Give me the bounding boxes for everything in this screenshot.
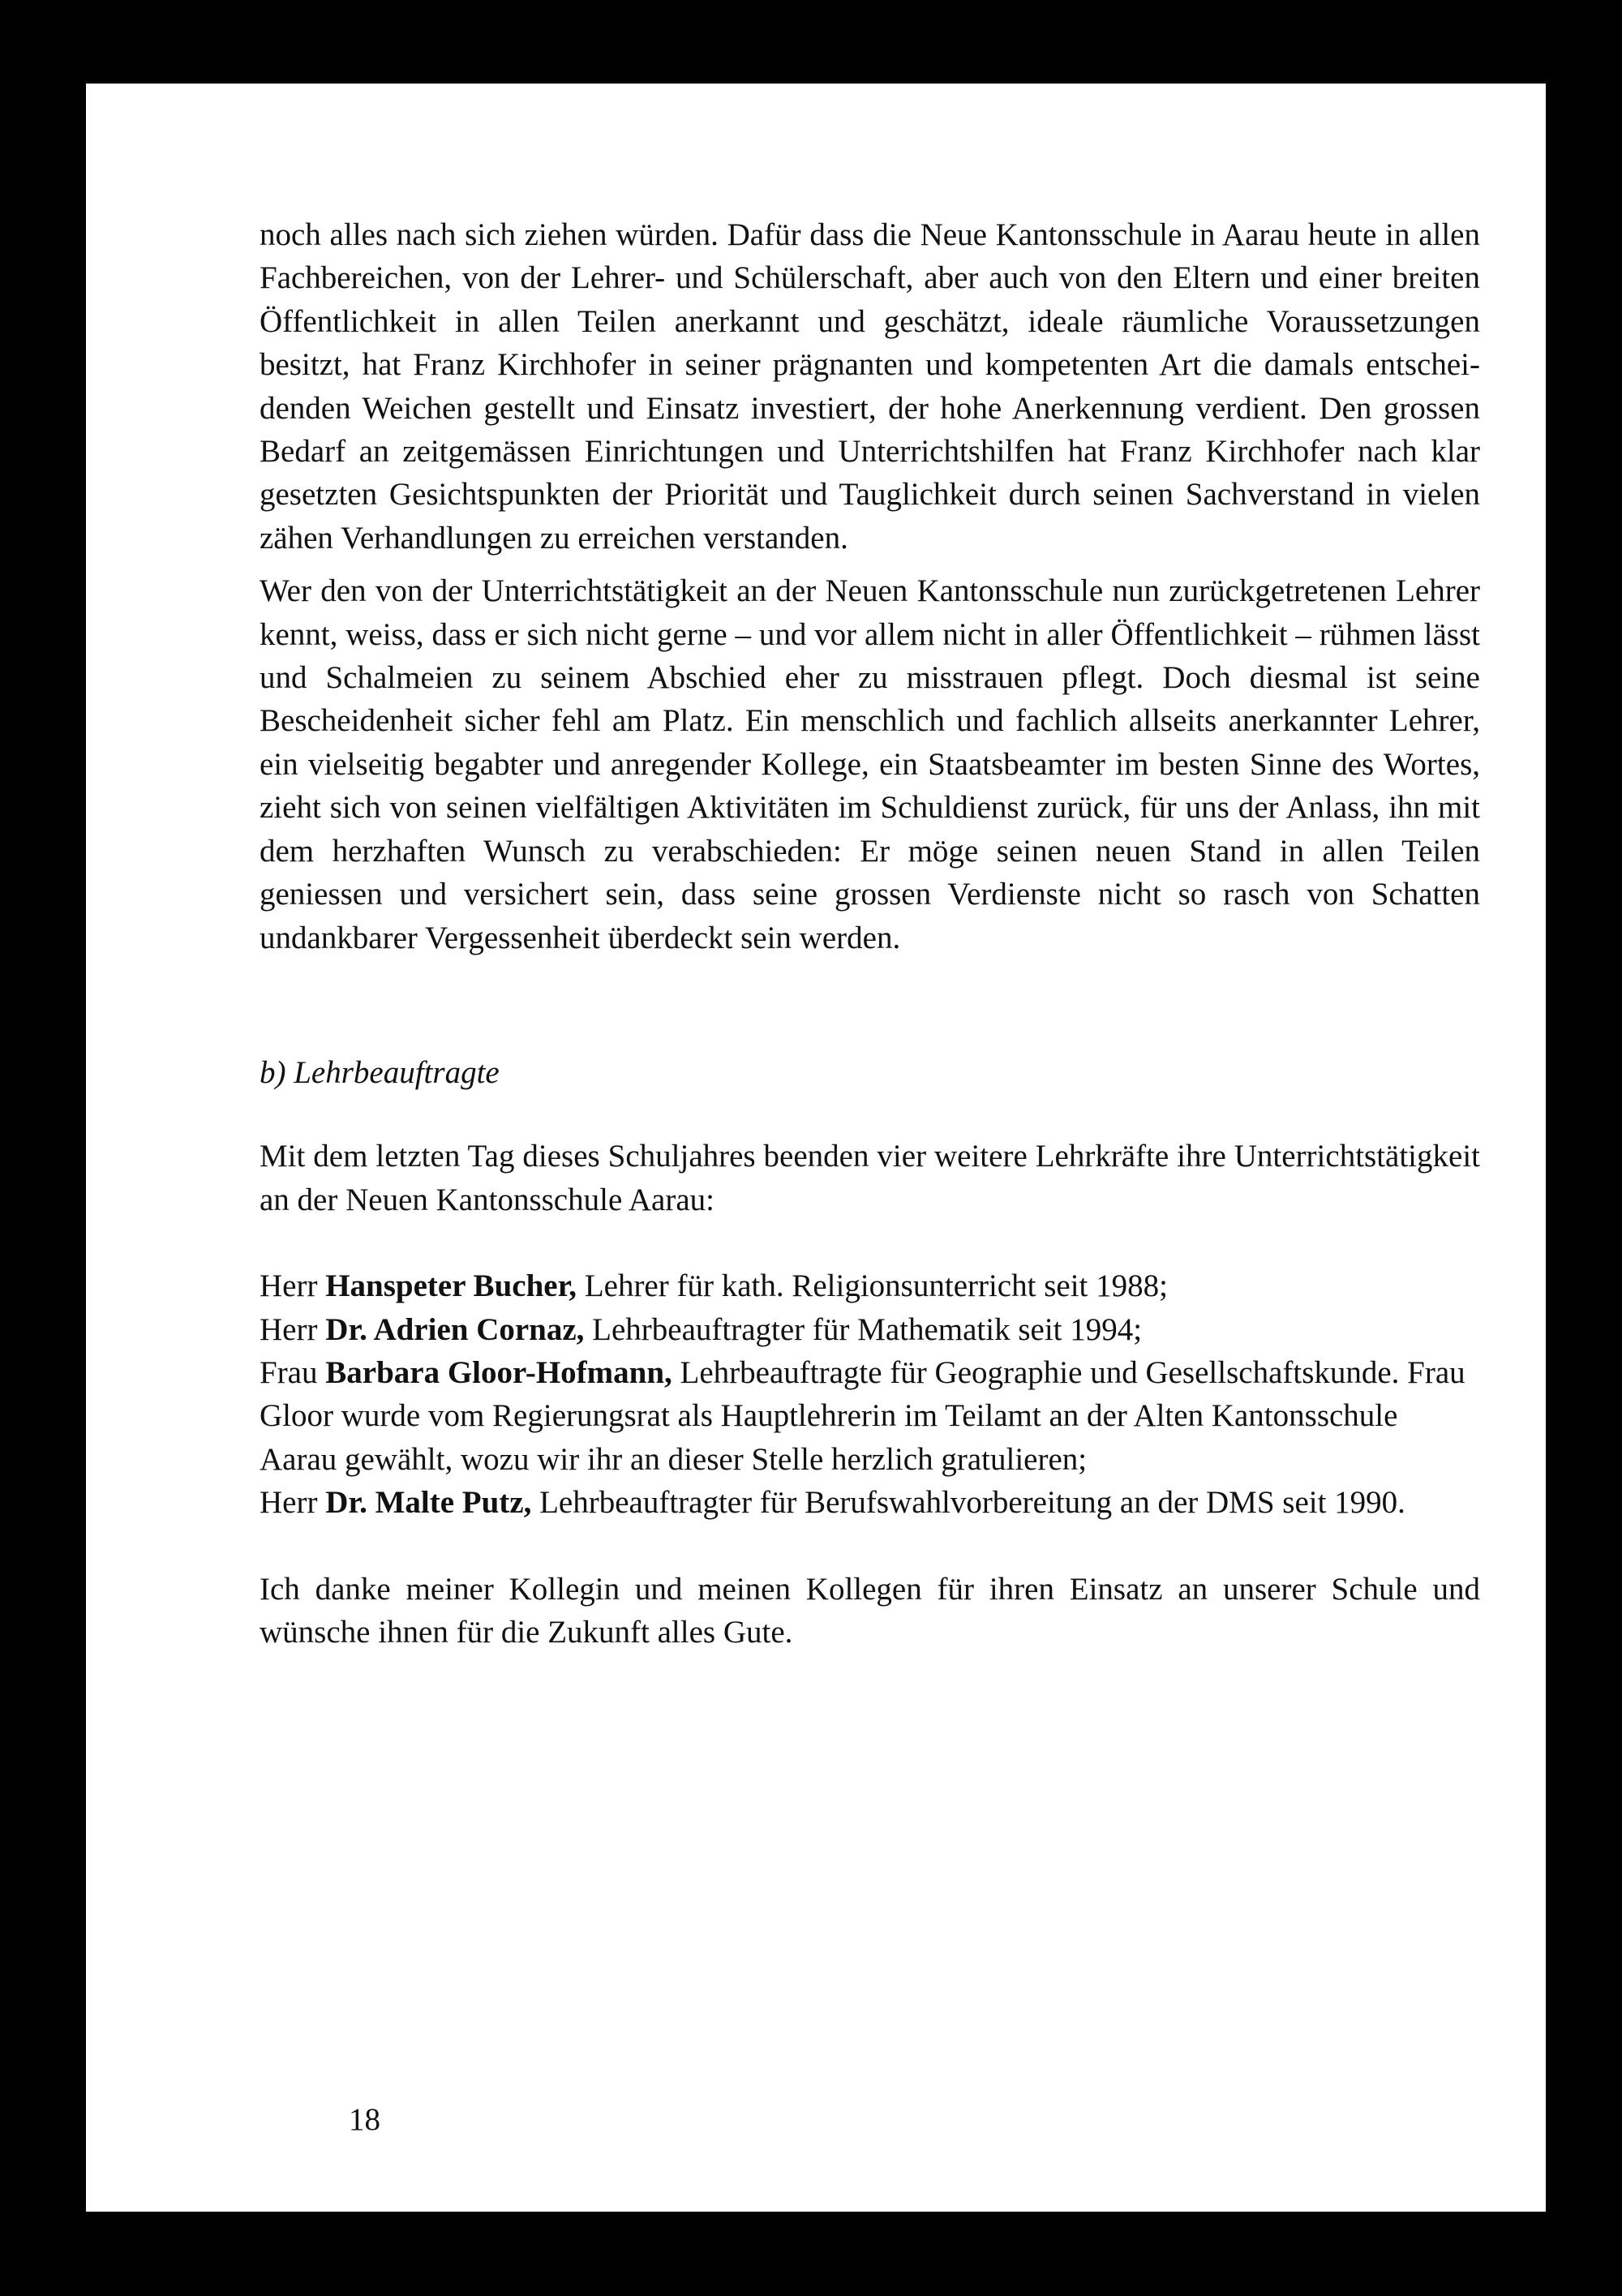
teacher-name: Hanspeter Bucher, — [325, 1268, 577, 1304]
list-item: Herr Hanspeter Bucher, Lehrer für kath. Religionsunterricht seit 1988; — [260, 1268, 1168, 1304]
intro-paragraph: Mit dem letzten Tag dieses Schuljahres beenden vier weitere Lehrkräfte ihre Unterrichtstätigkeit an der Neuen Kantonsschule Aarau: — [260, 1139, 1480, 1217]
teacher-name: Dr. Malte Putz, — [325, 1485, 532, 1521]
teacher-name: Barbara Gloor-Hofmann, — [325, 1354, 672, 1390]
list-item: Herr Dr. Adrien Cornaz, Lehrbeauftragter für Mathematik seit 1994; — [260, 1311, 1143, 1347]
document-page — [86, 84, 1546, 2212]
page-content — [260, 213, 1480, 1654]
section-heading: b) Lehrbeauftragte — [260, 1054, 500, 1090]
list-item: Frau Barbara Gloor-Hofmann, Lehrbeauftragte für Geographie und Gesellschaftskunde. Frau Gloor wurde vom Regierungsrat als Hauptlehrerin im Teilamt an der Alten Kantonsschule Aarau gewählt, wozu wir ihr an dieser Stelle herzlich gratulieren; — [260, 1354, 1465, 1477]
closing-paragraph: Ich danke meiner Kollegin und meinen Kollegen für ihren Einsatz an unserer Schule und wünsche ihnen für die Zukunft alles Gute. — [260, 1571, 1480, 1650]
paragraph-kirchhofer-tribute: noch alles nach sich ziehen würden. Dafür dass die Neue Kantonsschule in Aarau heute in allen Fachbereichen, von der Lehrer- und Schülerschaft, aber auch von den Eltern und einer breiten Öffentlichkeit in allen Teilen anerkannt und geschätzt, ideale räumliche Voraussetzungen besitzt, hat Franz Kirchhofer in seiner prägnanten und kompetenten Art die damals entscheidenden Weichen gestellt und Einsatz investiert, der hohe Anerkennung verdient. Den grossen Bedarf an zeitgemässen Einrichtungen und Unterrichtshilfen hat Franz Kirchhofer nach klar gesetzten Gesichtspunkten der Priorität und Tauglichkeit durch seinen Sachverstand in vielen zähen Verhandlungen zu erreichen verstanden. — [260, 217, 1480, 556]
list-item: Herr Dr. Malte Putz, Lehrbeauftragter für Berufswahlvorbereitung an der DMS seit 1990. — [260, 1485, 1405, 1521]
teacher-list — [260, 1264, 1480, 1524]
teacher-name: Dr. Adrien Cornaz, — [325, 1311, 585, 1347]
page-number: 18 — [349, 2102, 380, 2137]
paragraph-farewell: Wer den von der Unterrichtstätigkeit an der Neuen Kantonsschule nun zurückgetretenen Lehrer kennt, weiss, dass er sich nicht gerne – und vor allem nicht in aller Öffentlichkeit – rühmen lässt und Schalmeien zu seinem Abschied eher zu misstrauen pflegt. Doch diesmal ist seine Bescheidenheit sicher fehl am Platz. Ein menschlich und fachlich allseits anerkannter Lehrer, ein vielseitig begabter und anregender Kollege, ein Staatsbeamter im besten Sinne des Wortes, zieht sich von seinen vielfältigen Aktivitäten im Schuldienst zurück, für uns der Anlass, ihn mit dem herzhaften Wunsch zu verabschieden: Er möge seinen neuen Stand in allen Teilen geniessen und versichert sein, dass seine grossen Verdienste nicht so rasch von Schatten undankbarer Vergessenheit überdeckt sein werden. — [260, 573, 1480, 955]
